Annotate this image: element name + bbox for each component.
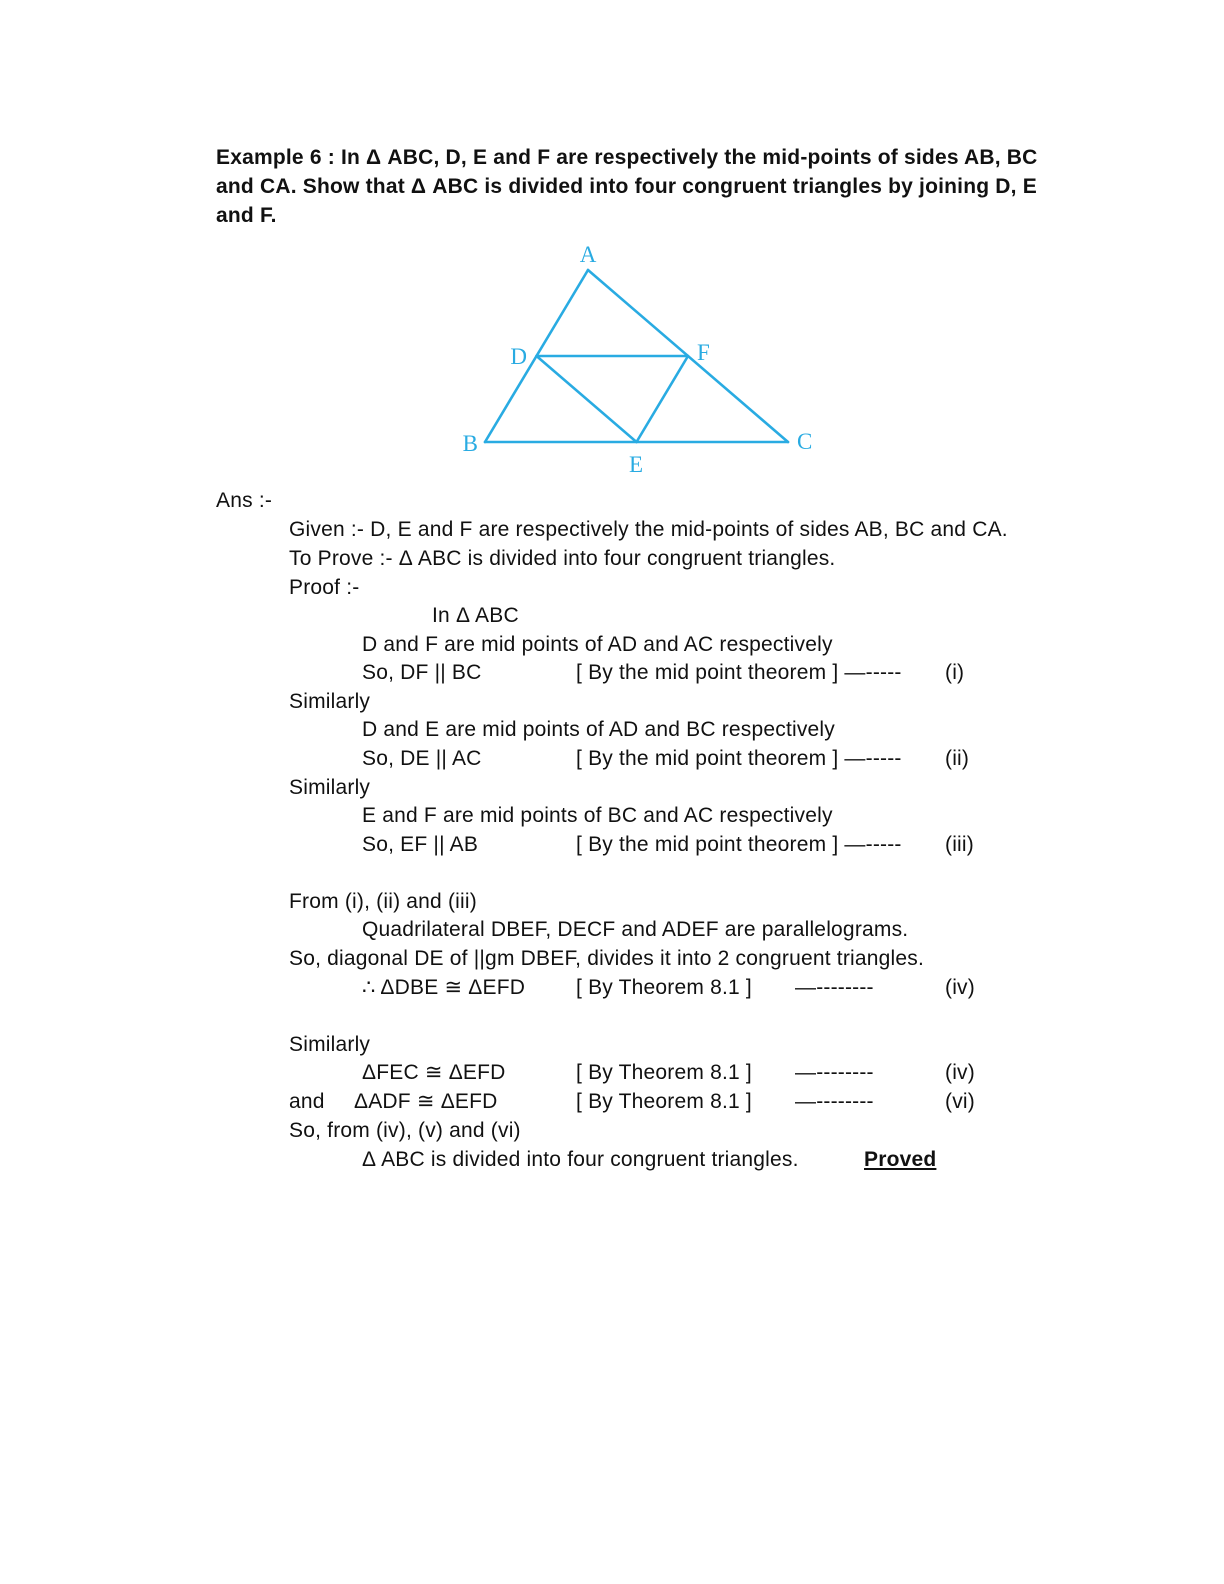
vertex-label-b: B	[462, 431, 478, 456]
step2-premise: D and E are mid points of AD and BC respectively	[362, 718, 835, 741]
from-line: From (i), (ii) and (iii)	[289, 890, 477, 913]
cong1-statement: ∴ ΔDBE ≅ ΔEFD	[362, 976, 526, 999]
heading-line-2: and CA. Show that Δ ABC is divided into four congruent triangles by joining D, E	[216, 175, 1037, 198]
vertex-label-f: F	[697, 340, 710, 365]
step3-premise: E and F are mid points of BC and AC respectively	[362, 804, 833, 827]
step3-justification: [ By the mid point theorem ] —-----	[576, 833, 902, 856]
and-label: and	[289, 1090, 325, 1113]
triangle-diagram	[440, 235, 840, 480]
segment-de	[537, 356, 637, 442]
cong3-justification: [ By Theorem 8.1 ]	[576, 1090, 752, 1113]
step3-statement: So, EF || AB	[362, 833, 479, 856]
quadrilateral-line: Quadrilateral DBEF, DECF and ADEF are parallelograms.	[362, 918, 909, 941]
proved-label: Proved	[864, 1148, 937, 1171]
in-triangle-line: In Δ ABC	[432, 604, 519, 627]
to-prove-line: To Prove :- Δ ABC is divided into four congruent triangles.	[289, 547, 836, 570]
cong3-number: (vi)	[945, 1090, 975, 1113]
step1-premise: D and F are mid points of AD and AC respectively	[362, 633, 833, 656]
given-line: Given :- D, E and F are respectively the mid-points of sides AB, BC and CA.	[289, 518, 1008, 541]
cong3-dashes: —--------	[795, 1090, 874, 1113]
heading-line-1: Example 6 : In Δ ABC, D, E and F are respectively the mid-points of sides AB, BC	[216, 146, 1038, 169]
similarly-3: Similarly	[289, 1033, 371, 1056]
proof-label: Proof :-	[289, 576, 360, 599]
cong3-statement: ΔADF ≅ ΔEFD	[354, 1090, 498, 1113]
step2-number: (ii)	[945, 747, 970, 770]
cong2-dashes: —--------	[795, 1061, 874, 1084]
step2-statement: So, DE || AC	[362, 747, 482, 770]
vertex-label-d: D	[510, 344, 527, 369]
step1-number: (i)	[945, 661, 965, 684]
cong2-justification: [ By Theorem 8.1 ]	[576, 1061, 752, 1084]
similarly-1: Similarly	[289, 690, 371, 713]
diagonal-line: So, diagonal DE of ||gm DBEF, divides it into 2 congruent triangles.	[289, 947, 925, 970]
cong2-statement: ΔFEC ≅ ΔEFD	[362, 1061, 506, 1084]
conclusion-line: Δ ABC is divided into four congruent triangles.	[362, 1148, 799, 1171]
step3-number: (iii)	[945, 833, 974, 856]
heading-line-3: and F.	[216, 204, 277, 227]
vertex-label-c: C	[797, 429, 813, 454]
step1-statement: So, DF || BC	[362, 661, 482, 684]
cong2-number: (iv)	[945, 1061, 975, 1084]
so-from-line: So, from (iv), (v) and (vi)	[289, 1119, 521, 1142]
cong1-number: (iv)	[945, 976, 975, 999]
similarly-2: Similarly	[289, 776, 371, 799]
ans-label: Ans :-	[216, 489, 273, 512]
step2-justification: [ By the mid point theorem ] —-----	[576, 747, 902, 770]
segment-ef	[637, 356, 689, 442]
step1-justification: [ By the mid point theorem ] —-----	[576, 661, 902, 684]
vertex-label-e: E	[628, 452, 644, 477]
cong1-justification: [ By Theorem 8.1 ]	[576, 976, 752, 999]
vertex-label-a: A	[579, 242, 597, 267]
cong1-dashes: —--------	[795, 976, 874, 999]
